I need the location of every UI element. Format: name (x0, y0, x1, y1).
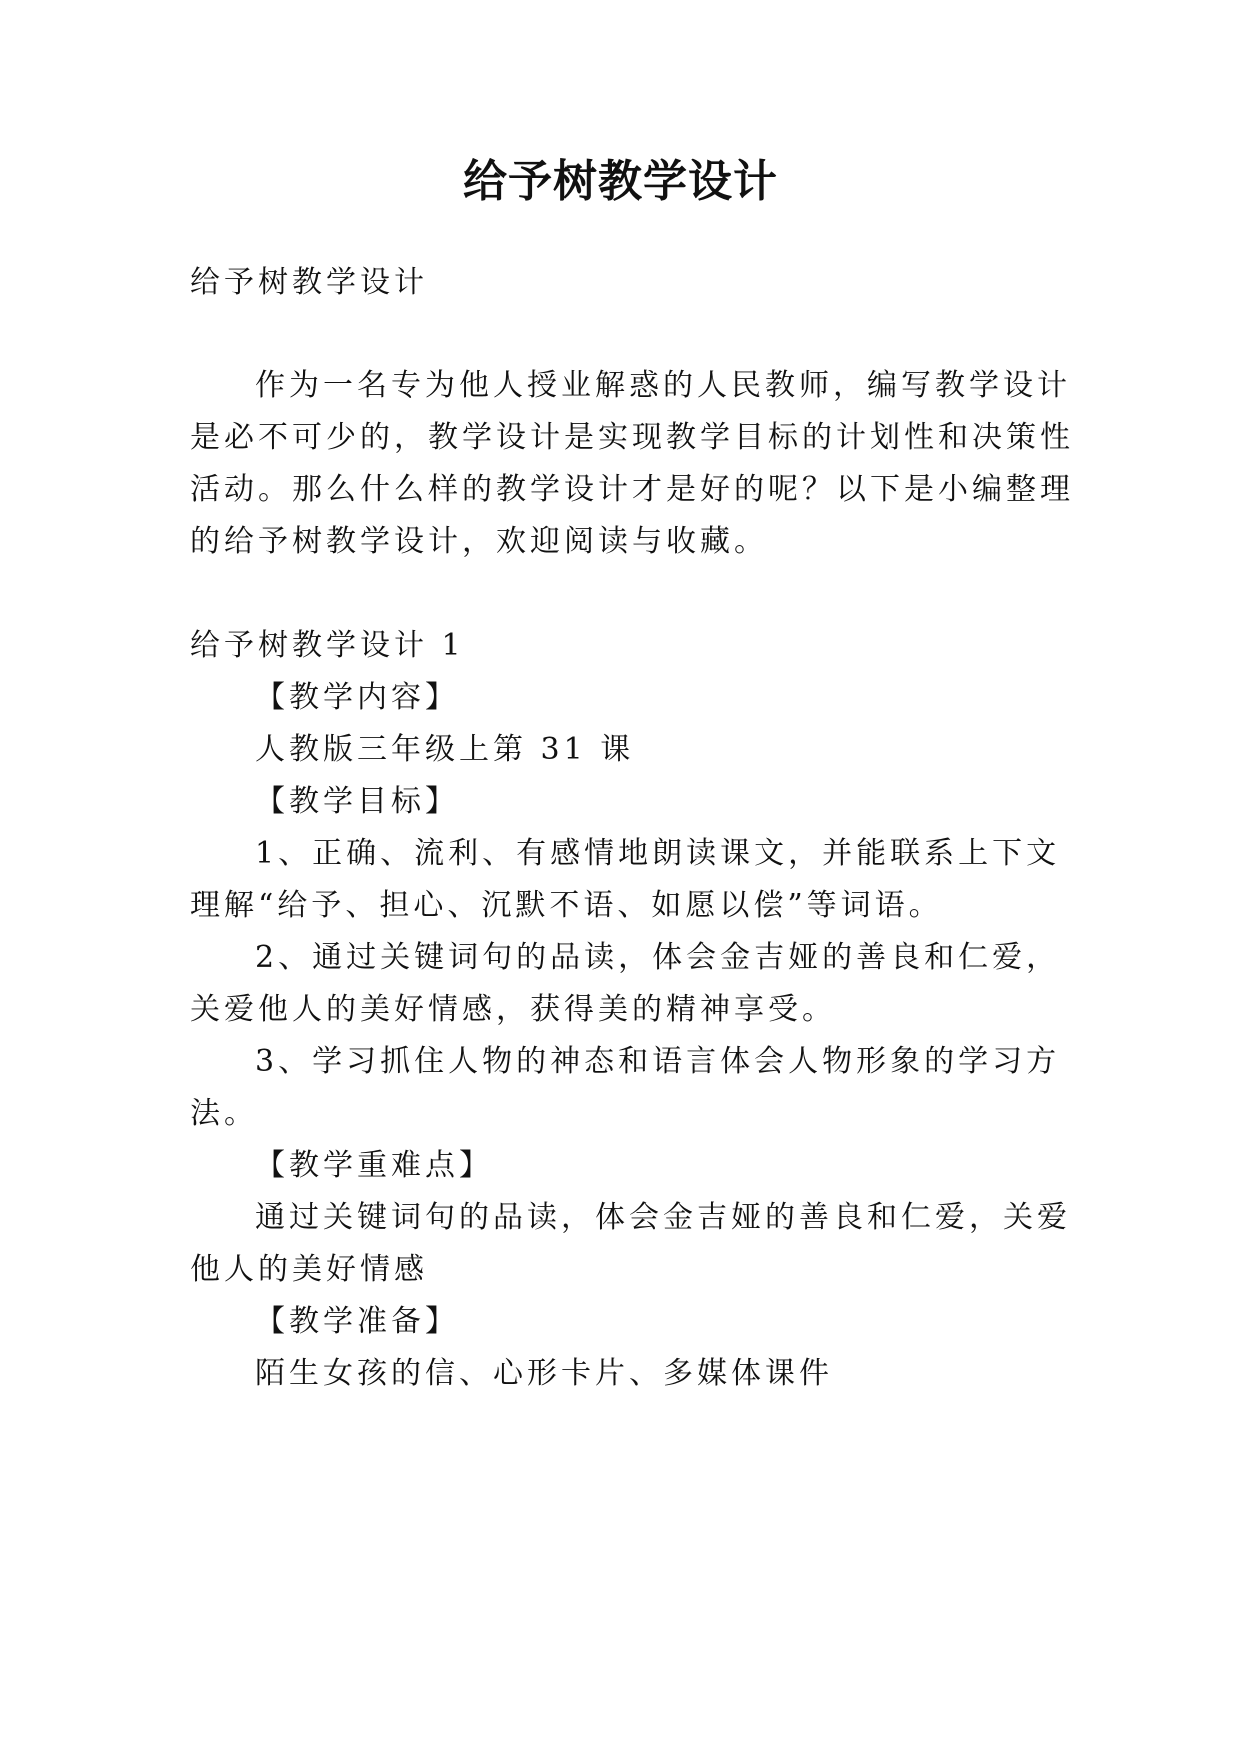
goal-1-line-2: 理解“给予、担心、沉默不语、如愿以偿”等词语。 (190, 888, 943, 923)
intro-line-2: 是必不可少的，教学设计是实现教学目标的计划性和决策性 (190, 420, 1074, 455)
intro-line-1: 作为一名专为他人授业解惑的人民教师，编写教学设计 (255, 368, 1071, 403)
document-title: 给予树教学设计 (463, 156, 778, 207)
intro-line-4: 的给予树教学设计，欢迎阅读与收藏。 (190, 524, 768, 559)
section-title: 给予树教学设计 1 (190, 628, 465, 663)
prep-heading: 【教学准备】 (255, 1304, 459, 1339)
goal-3-line-2: 法。 (190, 1096, 258, 1131)
key-text-line-2: 他人的美好情感 (190, 1252, 428, 1287)
goal-2-line-2: 关爱他人的美好情感，获得美的精神享受。 (190, 992, 836, 1027)
content-text: 人教版三年级上第 31 课 (255, 732, 635, 767)
prep-text: 陌生女孩的信、心形卡片、多媒体课件 (255, 1356, 833, 1391)
document-subtitle: 给予树教学设计 (190, 265, 428, 300)
goals-heading: 【教学目标】 (255, 784, 459, 819)
goal-3-line-1: 3、学习抓住人物的神态和语言体会人物形象的学习方 (255, 1044, 1061, 1079)
intro-line-3: 活动。那么什么样的教学设计才是好的呢？以下是小编整理 (190, 472, 1074, 507)
key-heading: 【教学重难点】 (255, 1148, 493, 1183)
key-text-line-1: 通过关键词句的品读，体会金吉娅的善良和仁爱，关爱 (255, 1200, 1071, 1235)
goal-2-line-1: 2、通过关键词句的品读，体会金吉娅的善良和仁爱， (255, 940, 1061, 975)
goal-1-line-1: 1、正确、流利、有感情地朗读课文，并能联系上下文 (255, 836, 1061, 871)
content-heading: 【教学内容】 (255, 680, 459, 715)
